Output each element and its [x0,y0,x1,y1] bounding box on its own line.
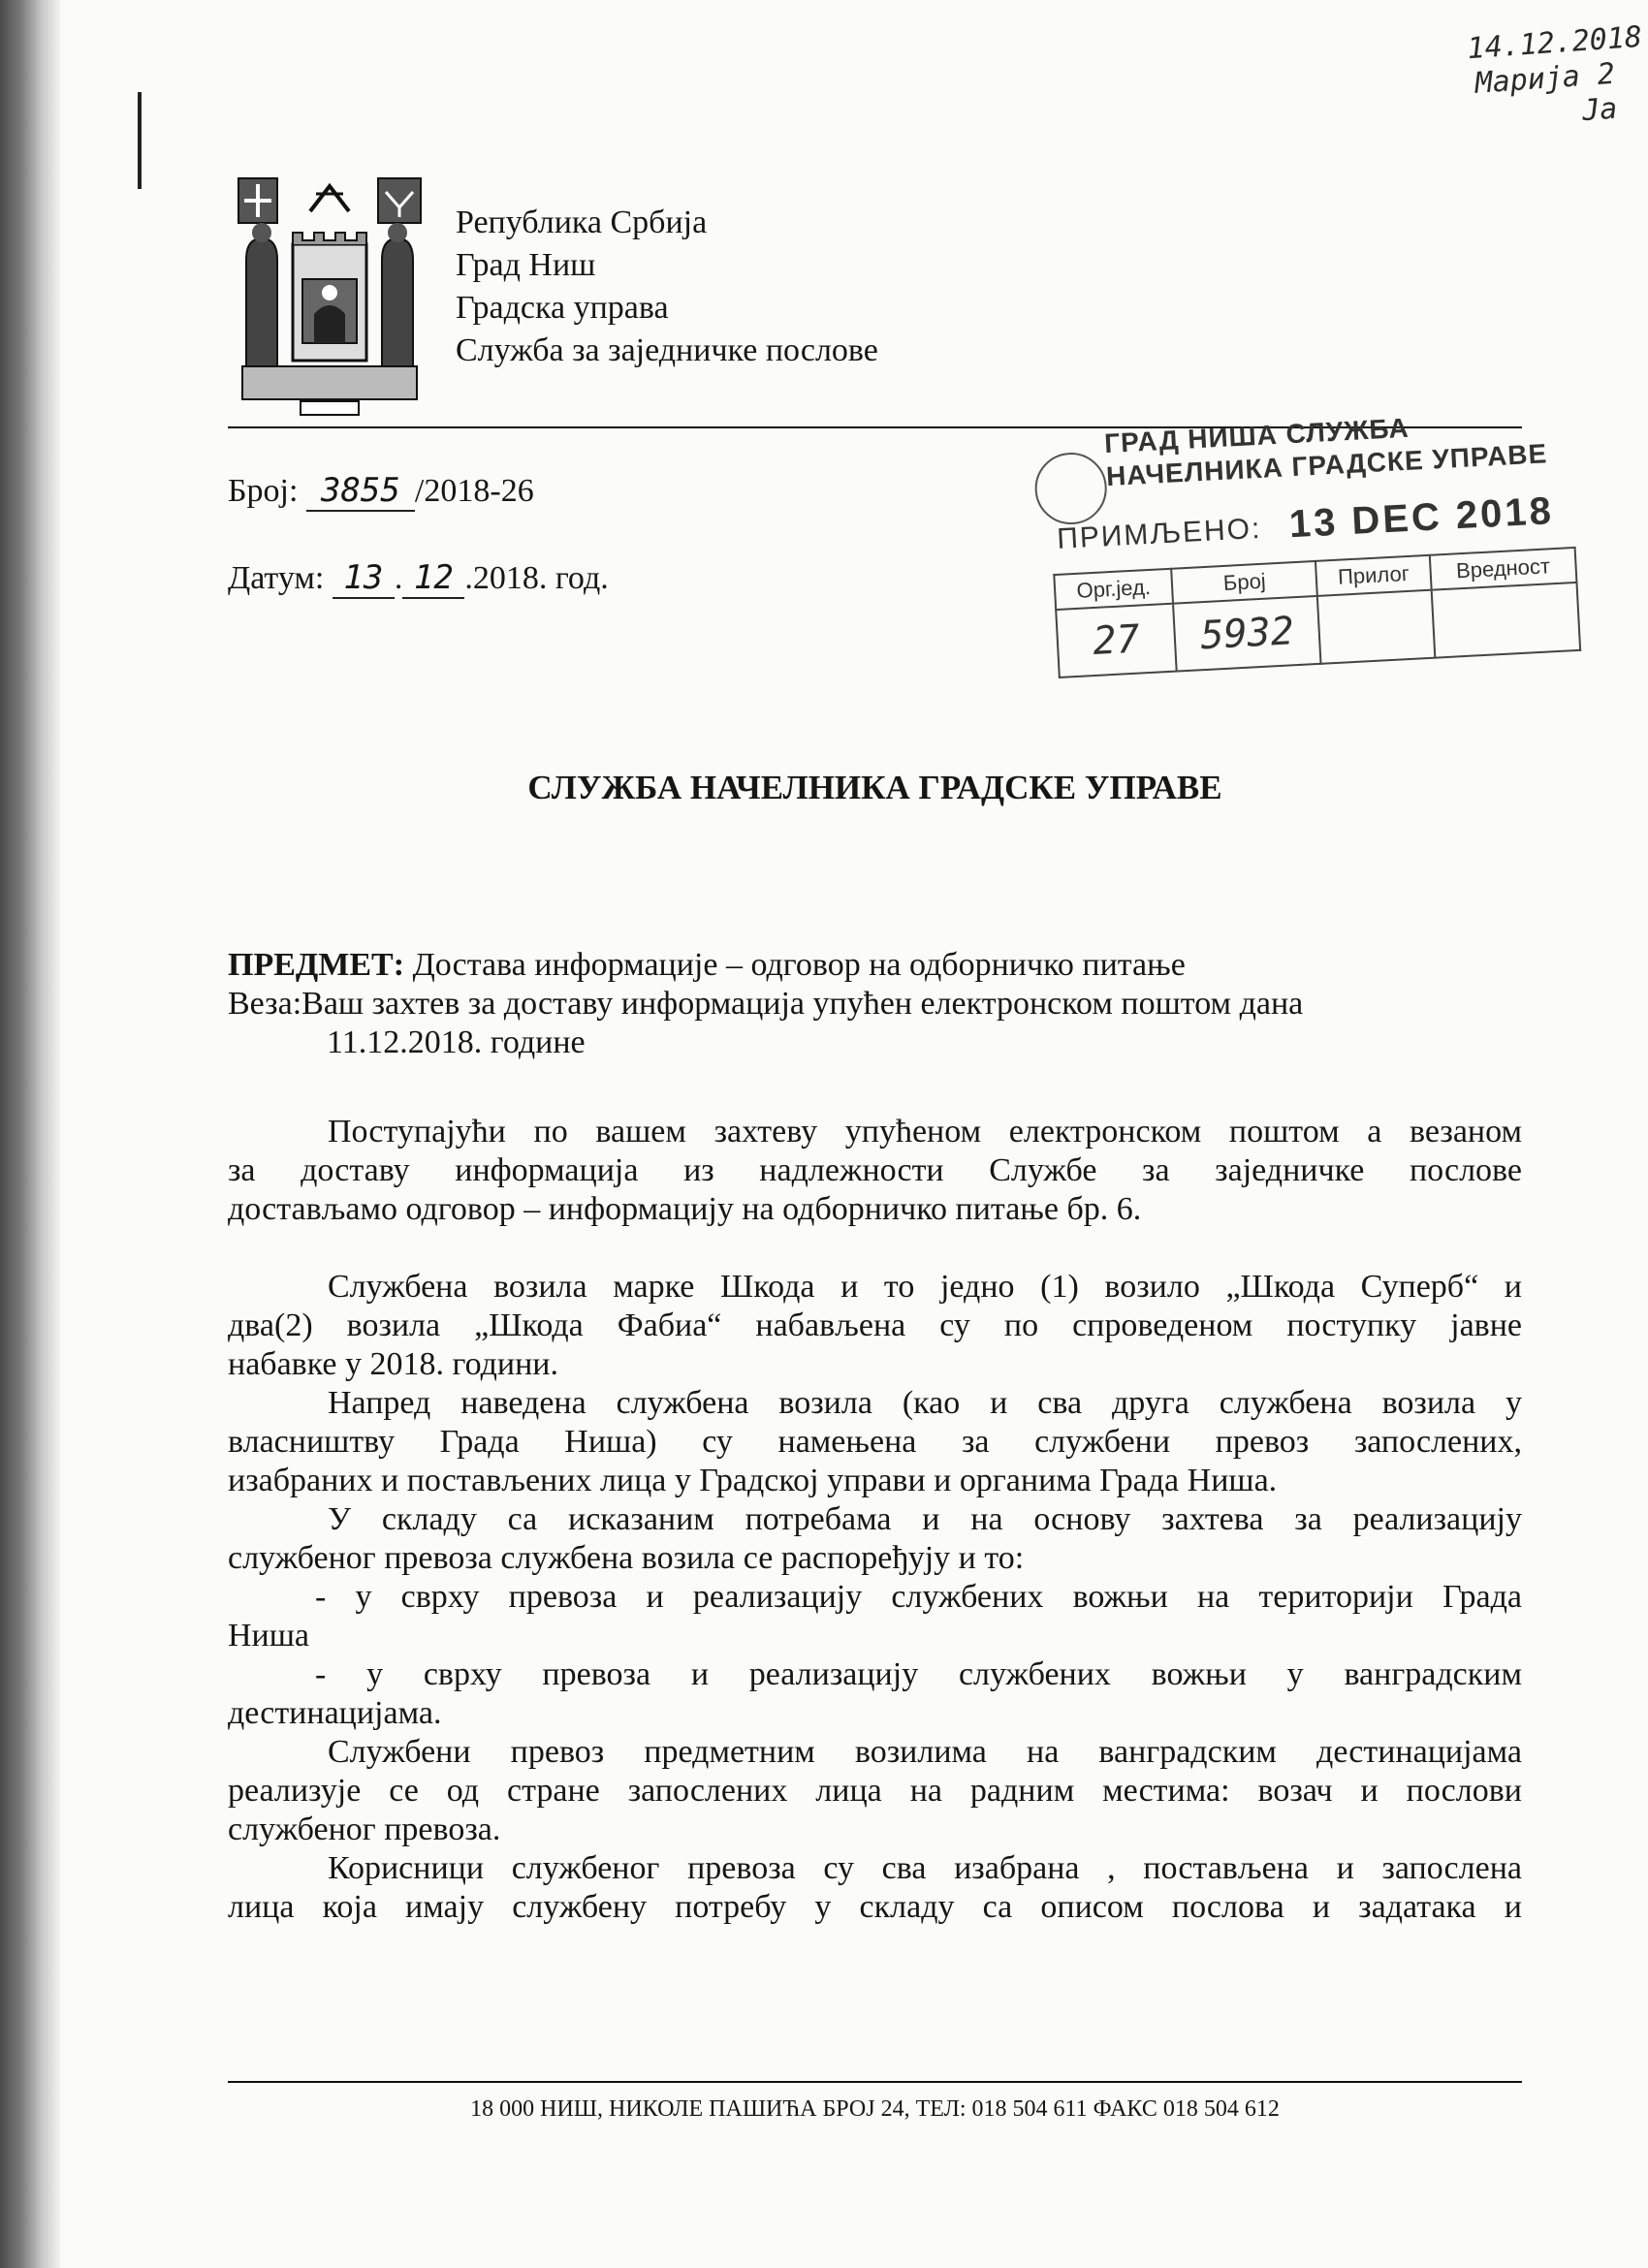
reference-number-value: 3855 [306,471,415,512]
handwritten-note-date: 14.12.2018 [1466,19,1644,67]
reference-number-label: Број: [228,473,299,509]
stamp-col-value: Вредност [1430,548,1577,590]
stamp-received-label: ПРИМЉЕНО: [1056,512,1263,555]
stamp-date: 13 DEC 2018 [1287,489,1555,547]
paragraph-4-line-1: У складу са исказаним потребама и на основу захтева за реализацију [328,1501,1522,1537]
header-line-republic: Република Србија [456,205,708,240]
paragraph-2-line-1: Службена возила марке Шкода и то једно (1) возило „Шкода Суперб“ и [328,1269,1522,1305]
paragraph-3-line-3: изабраних и постављених лица у Градској управи и органима Града Ниша. [228,1463,1278,1498]
stamp-value-number: 5932 [1173,596,1321,672]
paragraph-5-line-2: реализује се од стране запослених лица на радним местима: возач и послови [228,1773,1522,1809]
subject-text: Достава информације – одговор на одборничко питање [412,947,1186,983]
reference-date-month: 12 [402,558,464,599]
scan-edge [0,0,60,2268]
paragraph-6-line-1: Корисници службеног превоза су сва изабрана , постављена и запослена [328,1850,1522,1886]
bullet-2-line-1: - у сврху превоза и реализацију службених вожњи у ванградским [315,1656,1522,1692]
subject-line [228,946,1522,985]
paragraph-1-line-3: достављамо одговор – информацију на одборничко питање бр. 6. [228,1191,1142,1227]
veza-line: Веза:Ваш захтев за доставу информација упућен електронском поштом дана [228,986,1304,1022]
stamp-value-attachment [1317,590,1435,664]
handwritten-note-initials: Ја [1581,91,1619,129]
reference-date-day: 13 [333,558,395,599]
handwritten-note [1466,19,1644,137]
paragraph-4-line-2: службеног превоза службена возила се распоређују и то: [228,1540,1025,1576]
subject-block [228,946,1522,1062]
footer-address: 18 000 НИШ, НИКОЛЕ ПАШИЋА БРОЈ 24, ТЕЛ: 018 504 611 ФАКС 018 504 612 [470,2096,1280,2122]
bullet-1-line-1: - у сврху превоза и реализацију службених вожњи на територији Града [315,1579,1522,1615]
document-title: СЛУЖБА НАЧЕЛНИКА ГРАДСКЕ УПРАВЕ [527,769,1222,806]
paragraph-5-line-3: службеног превоза. [228,1811,501,1847]
stamp-col-org-unit: Орг.јед. [1054,569,1173,610]
reference-date-suffix: .2018. год. [464,560,609,596]
paragraph-1-line-1: Поступајући по вашем захтеву упућеном електронском поштом а везаном [328,1114,1522,1150]
reference-number-suffix: /2018-26 [414,473,534,509]
reference-date-label: Датум: [228,560,325,596]
stamp-col-attachment: Прилог [1315,555,1431,596]
paragraph-6-line-2: лица која имају службену потребу у складу са описом послова и задатака и [228,1889,1522,1925]
header-line-service: Служба за заједничке послове [456,332,878,368]
footer-rule [228,2081,1522,2083]
paragraph-3-line-1: Напред наведена службена возила (као и сва друга службена возила у [328,1385,1522,1421]
paragraph-3-line-2: власништву Града Ниша) су намењена за службени превоз запослених, [228,1424,1522,1460]
paragraph-5-line-1: Службени превоз предметним возилима на ванградским дестинацијама [328,1734,1522,1770]
stamp-table [1053,547,1581,678]
bullet-2-line-2: дестинацијама. [228,1695,442,1731]
stamp-value-value [1432,583,1581,658]
coat-of-arms-icon [233,173,427,417]
registry-stamp [1032,402,1598,721]
header-line-city: Град Ниш [456,247,596,283]
reference-date: Датум: 13 . 12 .2018. год. [228,558,609,597]
header-line-administration: Градска управа [456,290,669,326]
scan-mark [138,92,142,189]
letter-body [228,1113,1522,1927]
veza-date: 11.12.2018. године [327,1024,586,1060]
stamp-organization: ГРАД НИША СЛУЖБА НАЧЕЛНИКА ГРАДСКЕ УПРАВЕ [1103,412,1548,492]
institution-header [456,202,878,372]
reference-number [228,471,534,512]
paragraph-2-line-3: набавке у 2018. години. [228,1346,558,1382]
paragraph-2-line-2: два(2) возила „Шкода Фабиа“ набављена су по спроведеном поступку јавне [228,1307,1522,1343]
paragraph-spacer [228,1229,1522,1268]
stamp-seal-icon [1033,451,1109,526]
stamp-col-number: Број [1171,561,1317,604]
handwritten-note-name: Марија 2 [1474,56,1617,101]
subject-label: ПРЕДМЕТ: [228,947,405,983]
bullet-1-line-2: Ниша [228,1618,310,1654]
paragraph-1-line-2: за доставу информација из надлежности Службе за заједничке послове [228,1152,1522,1188]
stamp-value-org-unit: 27 [1056,604,1177,677]
